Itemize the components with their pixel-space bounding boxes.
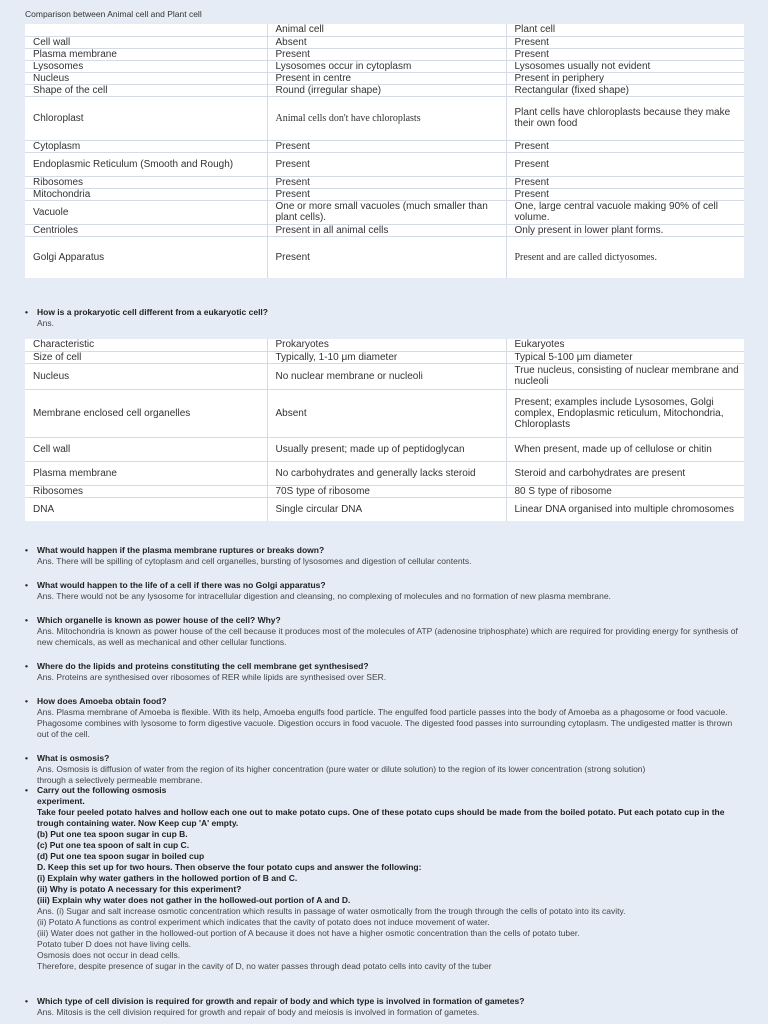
question-cell-division: • Which type of cell division is required for growth and repair of body and which type is involved in formation of gametes? Ans. Mitosis is the cell division required for growth and repair of body and meiosis is involved in formation of gametes.: [25, 996, 745, 1018]
question-text: (d) Put one tea spoon sugar in boiled cup: [37, 851, 205, 861]
table-cell: Present: [267, 140, 506, 152]
row-label-cell: Mitochondria: [25, 188, 267, 200]
table-row: [25, 48, 744, 60]
answer-text: Ans. There will be spilling of cytoplasm and cell organelles, bursting of lysosomes and digestion of cellular contents.: [37, 556, 472, 566]
table-cell: Present in all animal cells: [267, 224, 506, 236]
table-cell: Lysosomes occur in cytoplasm: [267, 60, 506, 72]
header-cell: Prokaryotes: [267, 339, 506, 351]
table-cell: Absent: [267, 36, 506, 48]
header-cell: Animal cell: [267, 24, 506, 36]
row-label-cell: Membrane enclosed cell organelles: [25, 389, 267, 437]
answer-text: through a selectively permeable membrane.: [37, 775, 203, 785]
question-prokaryote: • How is a prokaryotic cell different from a eukaryotic cell? Ans.: [25, 307, 745, 329]
table-row: [25, 389, 744, 437]
answer-text: Ans. Proteins are synthesised over ribosomes of RER while lipids are synthesised over SER.: [37, 672, 387, 682]
table-cell: Present in periphery: [506, 72, 744, 84]
table-cell: Rectangular (fixed shape): [506, 84, 744, 96]
answer-text: Ans. Mitosis is the cell division required for growth and repair of body and meiosis is involved in formation of gametes.: [37, 1007, 480, 1017]
table-cell: When present, made up of cellulose or chitin: [506, 437, 744, 461]
question-text: (b) Put one tea spoon sugar in cup B.: [37, 829, 188, 839]
table-cell: 70S type of ribosome: [267, 485, 506, 497]
experiment-question-line: [25, 895, 745, 906]
experiment-question-line: [25, 829, 745, 840]
experiment-question-line: [25, 862, 745, 873]
question-text: Where do the lipids and proteins constituting the cell membrane get synthesised?: [37, 661, 369, 671]
question-text: Take four peeled potato halves and hollow each one out to make potato cups. One of these potato cups should be made from the boiled potato. Put each potato cup in the trough containing water. Now Keep cup 'A' empty.: [37, 807, 725, 828]
table-cell: Present: [267, 152, 506, 176]
question-text: (i) Explain why water gathers in the hollowed portion of B and C.: [37, 873, 298, 883]
table-row: [25, 84, 744, 96]
question-text: D. Keep this set up for two hours. Then observe the four potato cups and answer the following:: [37, 862, 422, 872]
table-cell: Present: [267, 188, 506, 200]
qa-item: • What would happen if the plasma membrane ruptures or breaks down? Ans. There will be spilling of cytoplasm and cell organelles, bursting of lysosomes and digestion of cellular contents.: [25, 545, 745, 567]
table-cell: Present: [506, 48, 744, 60]
answer-text: Ans. Mitochondria is known as power house of the cell because it produces most of the molecules of ATP (adenosine triphosphate) which are required for providing energy for synthesis of new chemicals, as well as mechanical and other cellular functions.: [37, 626, 738, 647]
row-label-cell: Golgi Apparatus: [25, 236, 267, 278]
table-cell: No carbohydrates and generally lacks steroid: [267, 461, 506, 485]
experiment-answer-line: Therefore, despite presence of sugar in the cavity of D, no water passes through dead potato cells into cavity of the tuber: [37, 961, 492, 971]
table-cell: One or more small vacuoles (much smaller than plant cells).: [267, 200, 506, 224]
row-label-cell: Endoplasmic Reticulum (Smooth and Rough): [25, 152, 267, 176]
table-cell: Round (irregular shape): [267, 84, 506, 96]
table-cell: Present: [506, 176, 744, 188]
table-cell: Present: [267, 176, 506, 188]
table-cell: Present and are called dictyosomes.: [514, 251, 657, 263]
row-label-cell: Ribosomes: [25, 485, 267, 497]
table-cell: Single circular DNA: [267, 497, 506, 521]
table-cell: Only present in lower plant forms.: [506, 224, 744, 236]
question-text: Which organelle is known as power house of the cell? Why?: [37, 615, 281, 625]
header-cell: Eukaryotes: [506, 339, 744, 351]
header-cell: Plant cell: [506, 24, 744, 36]
table-cell: 80 S type of ribosome: [506, 485, 744, 497]
table-cell: Present in centre: [267, 72, 506, 84]
table-cell: Present: [506, 188, 744, 200]
table-row: [25, 485, 744, 497]
experiment-question-line: [25, 807, 745, 829]
row-label-cell: Plasma membrane: [25, 461, 267, 485]
question-text: experiment.: [37, 796, 85, 806]
qa-item: • What is osmosis? Ans. Osmosis is diffusion of water from the region of its higher concentration (pure water or dilute solution) to the region of its lower concentration (strong solution) through a selectively permeable membrane.: [25, 753, 745, 786]
prokaryote-eukaryote-table: [25, 339, 744, 521]
row-label-cell: DNA: [25, 497, 267, 521]
table-caption: Comparison between Animal cell and Plant cell: [25, 9, 202, 19]
row-label-cell: Nucleus: [25, 363, 267, 389]
experiment-question-line: [25, 884, 745, 895]
row-label-cell: Centrioles: [25, 224, 267, 236]
row-label-cell: Cell wall: [25, 437, 267, 461]
qa-item: • What would happen to the life of a cell if there was no Golgi apparatus? Ans. There would not be any lysosome for intracellular digestion and cleansing, no complexing of molecules and no formation of new plasma membrane.: [25, 580, 745, 602]
row-label-cell: Vacuole: [25, 200, 267, 224]
row-label-cell: Nucleus: [25, 72, 267, 84]
table-row: [25, 200, 744, 224]
osmosis-experiment: [25, 785, 745, 972]
table-cell: Present; examples include Lysosomes, Golgi complex, Endoplasmic reticulum, Mitochondria, Chloroplasts: [506, 389, 744, 437]
row-label-cell: Chloroplast: [25, 96, 267, 140]
row-label-cell: Size of cell: [25, 351, 267, 363]
table-cell: Present: [267, 236, 506, 278]
answer-text: Ans. Osmosis is diffusion of water from the region of its higher concentration (pure water or dilute solution) to the region of its lower concentration (strong solution): [37, 764, 646, 774]
experiment-answer-line: Osmosis does not occur in dead cells.: [37, 950, 181, 960]
table-cell: Present: [506, 140, 744, 152]
table-cell: Usually present; made up of peptidoglycan: [267, 437, 506, 461]
answer-text: Ans. Plasma membrane of Amoeba is flexible. With its help, Amoeba engulfs food particle. The engulfed food particle passes into the body of Amoeba as a phagosome or food vacuole. Phagosome combines with lysosome to form digestive vacuole. Digestion occurs in food vacuole. The digested food passes into surrounding cytoplasm. The undigested matter is thrown out of the cell.: [37, 707, 733, 739]
experiment-question-line: [25, 840, 745, 851]
table-cell: Animal cells don't have chloroplasts: [267, 96, 506, 140]
table-row: [25, 60, 744, 72]
table-cell: Linear DNA organised into multiple chromosomes: [514, 503, 735, 515]
table-row: [25, 188, 744, 200]
table-cell: True nucleus, consisting of nuclear membrane and nucleoli: [506, 363, 744, 389]
question-text: (iii) Explain why water does not gather in the hollowed-out portion of A and D.: [37, 895, 351, 905]
qa-list: [25, 545, 745, 799]
table-cell: Typically, 1-10 μm diameter: [267, 351, 506, 363]
question-text: What would happen to the life of a cell if there was no Golgi apparatus?: [37, 580, 326, 590]
table-row: [25, 140, 744, 152]
table-row: [25, 176, 744, 188]
table-row: [25, 363, 744, 389]
answer-text: Ans.: [37, 318, 55, 328]
table-cell: Steroid and carbohydrates are present: [506, 461, 744, 485]
table-cell: Present: [267, 48, 506, 60]
question-text: How is a prokaryotic cell different from a eukaryotic cell?: [37, 307, 268, 317]
table-cell: Typical 5-100 μm diameter: [506, 351, 744, 363]
qa-item: • Where do the lipids and proteins constituting the cell membrane get synthesised? Ans. Proteins are synthesised over ribosomes of RER while lipids are synthesised over SER.: [25, 661, 745, 683]
table-cell: Present: [506, 36, 744, 48]
question-text: How does Amoeba obtain food?: [37, 696, 167, 706]
table-cell: No nuclear membrane or nucleoli: [267, 363, 506, 389]
question-text: Carry out the following osmosis: [37, 785, 167, 795]
experiment-question-line: [25, 851, 745, 862]
table-cell: Lysosomes usually not evident: [506, 60, 744, 72]
row-label-cell: Cytoplasm: [25, 140, 267, 152]
question-text: What is osmosis?: [37, 753, 110, 763]
table-row: [25, 351, 744, 363]
experiment-answer-line: (iii) Water does not gather in the hollowed-out portion of A because it does not have a higher osmotic concentration than the cells of potato tuber.: [37, 928, 580, 938]
row-label-cell: Plasma membrane: [25, 48, 267, 60]
table-cell: One, large central vacuole making 90% of cell volume.: [506, 200, 744, 224]
animal-plant-table: [25, 24, 744, 278]
experiment-question-line: [25, 796, 745, 807]
table-row: [25, 36, 744, 48]
table-header-row: [25, 24, 744, 36]
experiment-question-line: [25, 873, 745, 884]
question-text: (c) Put one tea spoon of salt in cup C.: [37, 840, 190, 850]
experiment-answer-line: (ii) Potato A functions as control experiment which indicates that the cavity of potato does not induce movement of water.: [37, 917, 490, 927]
question-text: (ii) Why is potato A necessary for this experiment?: [37, 884, 242, 894]
table-header-row: [25, 339, 744, 351]
table-row: [25, 72, 744, 84]
row-label-cell: Shape of the cell: [25, 84, 267, 96]
table-row: [25, 497, 744, 521]
table-row: [25, 96, 744, 140]
answer-text: Ans. There would not be any lysosome for intracellular digestion and cleansing, no complexing of molecules and no formation of new plasma membrane.: [37, 591, 611, 601]
experiment-answer-line: Potato tuber D does not have living cells.: [37, 939, 192, 949]
qa-item: • Which organelle is known as power house of the cell? Why? Ans. Mitochondria is known as power house of the cell because it produces most of the molecules of ATP (adenosine triphosphate) which are required for providing energy for synthesis of new chemicals, as well as mechanical and other cellular functions.: [25, 615, 745, 648]
table-cell: Present: [506, 152, 744, 176]
qa-item: • How does Amoeba obtain food? Ans. Plasma membrane of Amoeba is flexible. With its help, Amoeba engulfs food particle. The engulfed food particle passes into the body of Amoeba as a phagosome or food vacuole. Phagosome combines with lysosome to form digestive vacuole. Digestion occurs in food vacuole. The digested food passes into surrounding cytoplasm. The undigested matter is thrown out of the cell.: [25, 696, 745, 740]
table-row: [25, 437, 744, 461]
header-cell: [25, 24, 267, 36]
table-row: [25, 236, 744, 278]
experiment-question-line: • Carry out the following osmosis: [25, 785, 167, 795]
row-label-cell: Cell wall: [25, 36, 267, 48]
table-row: [25, 152, 744, 176]
row-label-cell: Ribosomes: [25, 176, 267, 188]
question-text: What would happen if the plasma membrane ruptures or breaks down?: [37, 545, 325, 555]
table-row: [25, 461, 744, 485]
table-cell: Absent: [267, 389, 506, 437]
experiment-answer-line: Ans. (i) Sugar and salt increase osmotic concentration which results in passage of water osmotically from the trough through the cells of potato into its cavity.: [37, 906, 626, 916]
table-cell: Plant cells have chloroplasts because they make their own food: [506, 96, 744, 140]
row-label-cell: Lysosomes: [25, 60, 267, 72]
question-text: Which type of cell division is required for growth and repair of body and which type is involved in formation of gametes?: [37, 996, 525, 1006]
table-row: [25, 224, 744, 236]
header-cell: Characteristic: [25, 339, 267, 351]
